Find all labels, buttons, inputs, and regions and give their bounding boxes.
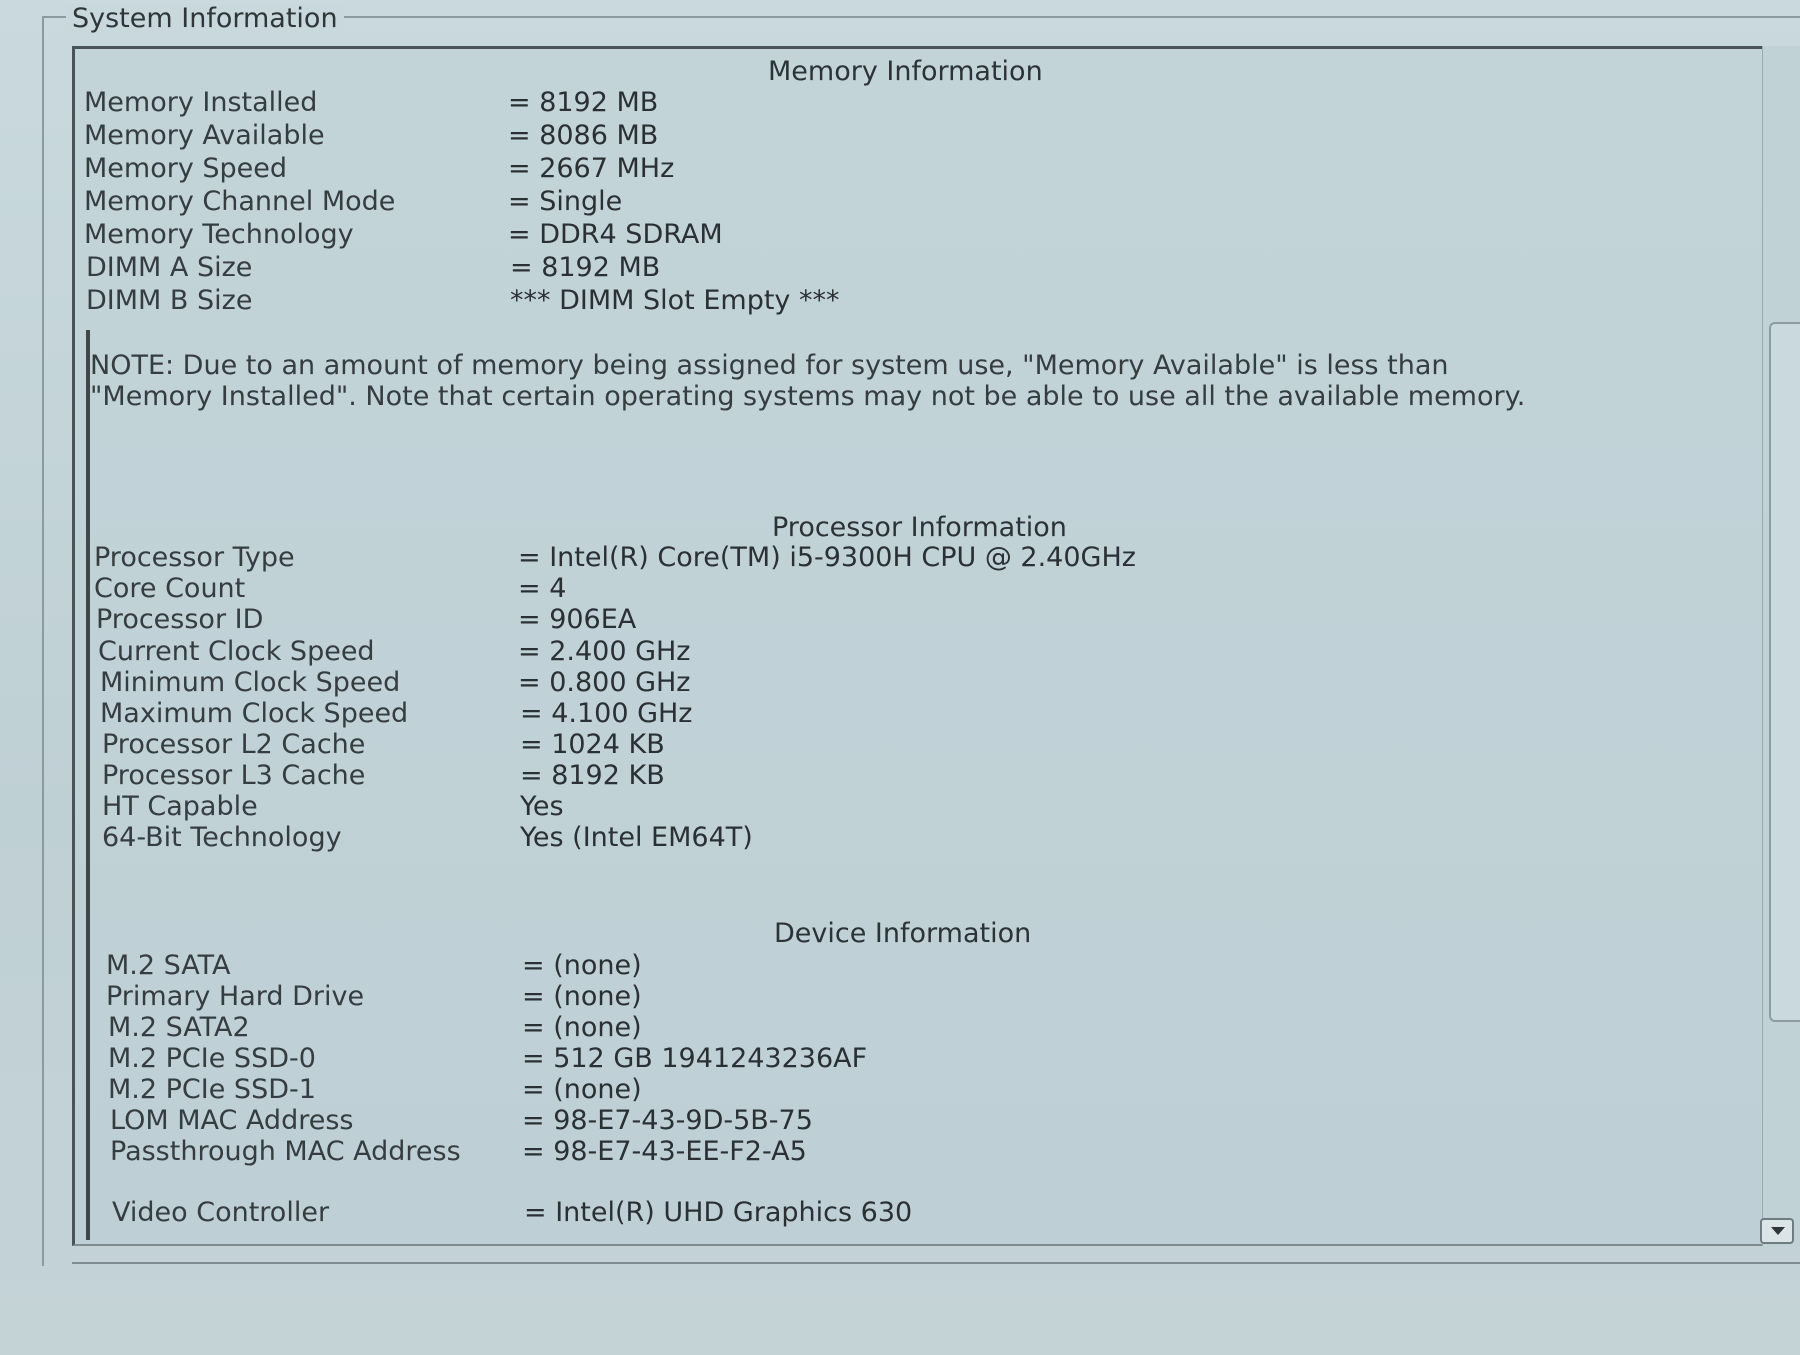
scroll-down-arrow-icon[interactable]: [1760, 1218, 1794, 1244]
row-value: = (none): [522, 981, 642, 1012]
row-label: Memory Available: [84, 120, 325, 151]
row-value: = 1024 KB: [520, 729, 665, 760]
device-section-title: Device Information: [774, 918, 1032, 949]
row-value: = Single: [508, 186, 623, 217]
row-label: Current Clock Speed: [98, 636, 375, 667]
row-value: = 0.800 GHz: [518, 667, 691, 698]
row-label: DIMM A Size: [86, 252, 253, 283]
row-label: Maximum Clock Speed: [100, 698, 409, 729]
row-value: = (none): [522, 1074, 642, 1105]
row-label: DIMM B Size: [86, 285, 253, 316]
row-label: Memory Channel Mode: [84, 186, 396, 217]
row-value: = 98-E7-43-EE-F2-A5: [522, 1136, 807, 1167]
panel-divider: [86, 330, 90, 1240]
row-label: Video Controller: [112, 1197, 330, 1228]
row-value: = 512 GB 1941243236AF: [522, 1043, 868, 1074]
vertical-scrollbar[interactable]: [1762, 46, 1800, 1246]
row-label: M.2 SATA: [106, 950, 231, 981]
memory-section-title: Memory Information: [768, 56, 1043, 87]
row-label: Memory Speed: [84, 153, 288, 184]
row-label: M.2 PCIe SSD-1: [108, 1074, 316, 1105]
row-value: = 2667 MHz: [508, 153, 675, 184]
row-value: = 8192 KB: [520, 760, 665, 791]
row-value: = Intel(R) UHD Graphics 630: [524, 1197, 913, 1228]
row-label: Processor L3 Cache: [102, 760, 366, 791]
row-value: = 8086 MB: [508, 120, 659, 151]
row-value: *** DIMM Slot Empty ***: [510, 285, 840, 316]
row-label: Passthrough MAC Address: [110, 1136, 461, 1167]
row-value: = 2.400 GHz: [518, 636, 691, 667]
row-label: Processor ID: [96, 604, 264, 635]
row-value: = (none): [522, 1012, 642, 1043]
row-label: Minimum Clock Speed: [100, 667, 401, 698]
row-label: M.2 PCIe SSD-0: [108, 1043, 316, 1074]
row-label: Memory Technology: [84, 219, 354, 250]
row-label: Primary Hard Drive: [106, 981, 365, 1012]
memory-note: NOTE: Due to an amount of memory being assigned for system use, "Memory Available" is less than "Memory Installed". Note that certain operating systems may not be able to use all the available memory.: [90, 350, 1526, 412]
row-label: 64-Bit Technology: [102, 822, 342, 853]
row-label: Core Count: [94, 573, 246, 604]
row-label: HT Capable: [102, 791, 258, 822]
row-value: = 8192 MB: [508, 87, 659, 118]
group-title: System Information: [66, 4, 344, 34]
row-value: = 4: [518, 573, 567, 604]
row-label: Memory Installed: [84, 87, 318, 118]
row-value: = 4.100 GHz: [520, 698, 693, 729]
row-label: Processor L2 Cache: [102, 729, 366, 760]
row-value: = DDR4 SDRAM: [508, 219, 723, 250]
row-label: Processor Type: [94, 542, 295, 573]
row-label: LOM MAC Address: [110, 1105, 354, 1136]
row-value: = (none): [522, 950, 642, 981]
processor-section-title: Processor Information: [772, 512, 1067, 543]
row-value: Yes (Intel EM64T): [520, 822, 753, 853]
row-value: = Intel(R) Core(TM) i5-9300H CPU @ 2.40GHz: [518, 542, 1136, 573]
row-label: M.2 SATA2: [108, 1012, 250, 1043]
row-value: = 906EA: [518, 604, 637, 635]
row-value: = 8192 MB: [510, 252, 661, 283]
row-value: = 98-E7-43-9D-5B-75: [522, 1105, 813, 1136]
scrollbar-thumb[interactable]: [1769, 322, 1800, 1022]
panel-bottom-divider: [72, 1262, 1800, 1264]
row-value: Yes: [520, 791, 564, 822]
